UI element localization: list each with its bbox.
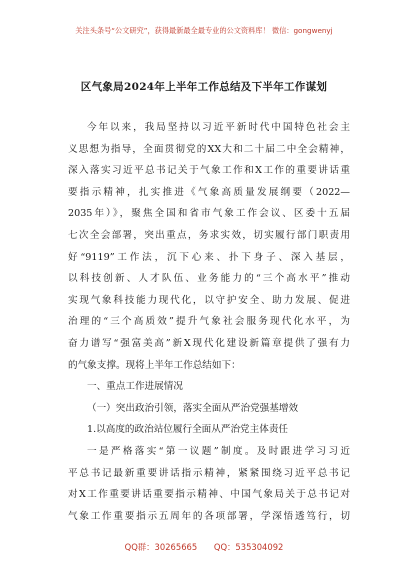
- body-line: 对X工作重要讲话重要指示精神、中国气象局关于总书记对: [68, 489, 350, 501]
- body-line: 好“9119”工作法，沉下心来、扑下身子、深入基层，: [68, 251, 350, 263]
- document-body: [68, 117, 350, 527]
- body-line: 治理的“三个高质效”提升气象社会服务现代化水平，为: [68, 316, 350, 328]
- document-title: 区气象局2024年上半年工作总结及下半年工作谋划: [80, 81, 328, 93]
- body-line: 奋力谱写“强富美高”新X现代化建设新篇章提供了强有力: [68, 337, 350, 349]
- body-line: 以科技创新、人才队伍、业务能力的“三个高水平”推动: [68, 273, 350, 285]
- body-line: 要指示精神，扎实推进《气象高质量发展纲要（2022—: [68, 186, 350, 198]
- body-line: 气象工作重要指示五周年的各项部署，学深悟透笃行，切: [68, 510, 350, 522]
- subsection-heading: （一）突出政治引领，落实全面从严治党强基增效: [87, 402, 299, 414]
- body-line: 今年以来，我局坚持以习近平新时代中国特色社会主: [87, 122, 350, 133]
- footer-qq-group: QQ群：30265665: [124, 542, 198, 552]
- footer-qq: QQ：535304092: [213, 542, 284, 552]
- body-line: 义思想为指导，全面贯彻党的XX大和二十届二中全会精神，: [68, 143, 350, 155]
- body-line: 平总书记最新重要讲话指示精神，紧紧围绕习近平总书记: [68, 467, 350, 479]
- body-line: 一是严格落实“第一议题”制度。及时跟进学习习近: [87, 445, 350, 457]
- section-heading: 一、重点工作进展情况: [87, 381, 183, 393]
- body-line: 的气象支撑。现将上半年工作总结如下：: [68, 359, 241, 371]
- body-line: 2035年）》，聚焦全国和省市气象工作会议、区委十五届: [68, 208, 350, 220]
- body-line: 深入落实习近平总书记关于气象工作和X工作的重要讲话重: [68, 165, 350, 177]
- body-line: 七次全会部署，突出重点，务求实效，切实履行部门职责用: [68, 229, 350, 241]
- footer-contact: [0, 541, 408, 553]
- item-heading: 1.以高度的政治站位履行全面从严治党主体责任: [87, 424, 289, 436]
- body-line: 实现气象科技能力现代化，以守护安全、助力发展、促进: [68, 294, 350, 306]
- header-banner: 关注头条号“公文研究”，获得最新最全最专业的公文资料库！ 微信：gongwenyj: [75, 26, 333, 35]
